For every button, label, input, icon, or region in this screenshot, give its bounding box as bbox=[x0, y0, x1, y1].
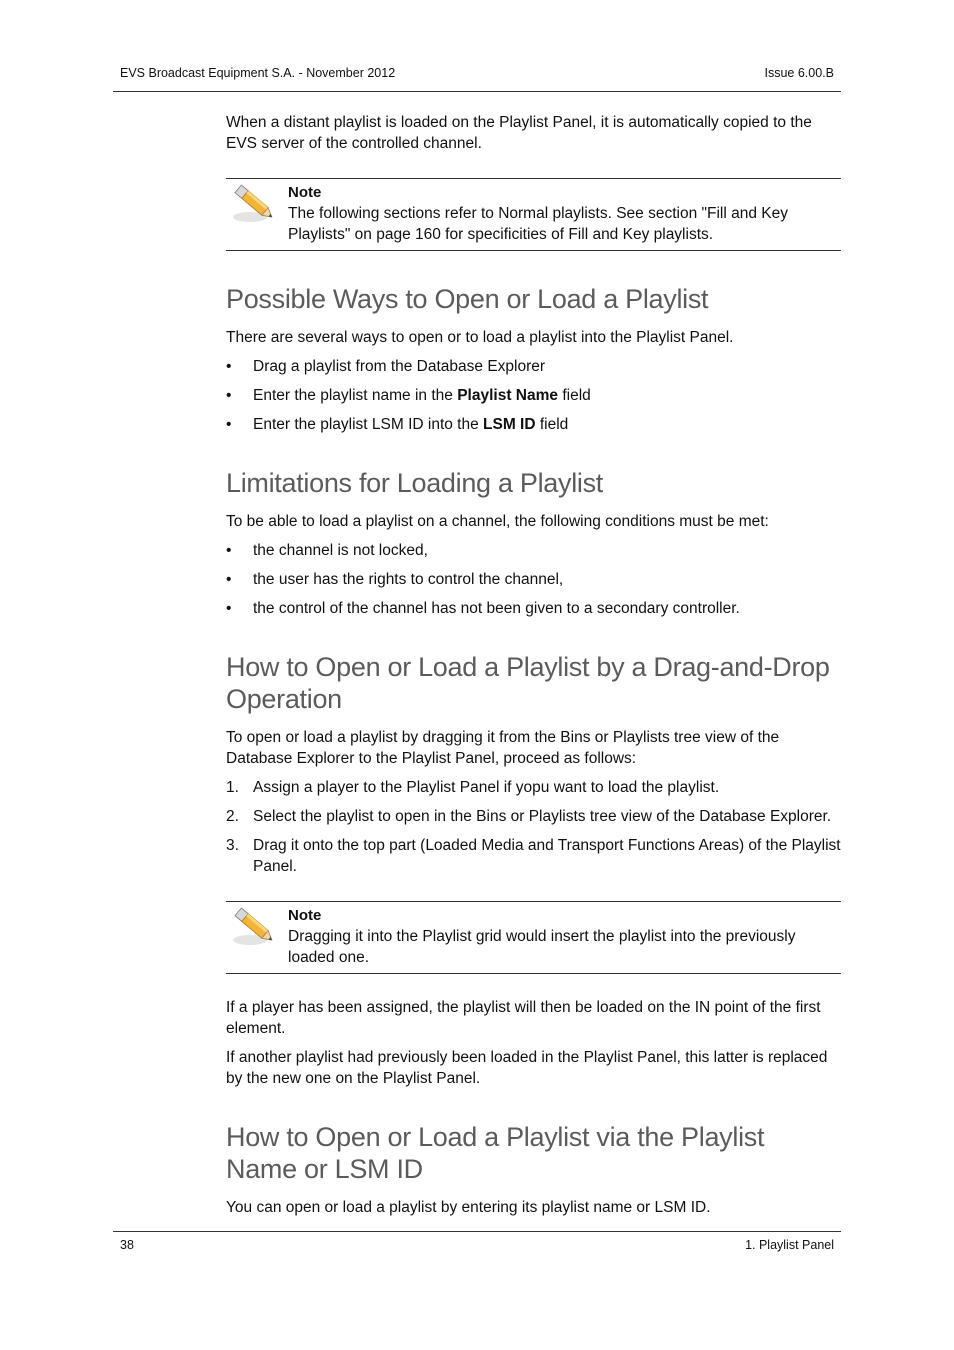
header-issue: Issue 6.00.B bbox=[764, 66, 834, 80]
page-number: 38 bbox=[120, 1238, 134, 1252]
footer-section: 1. Playlist Panel bbox=[745, 1238, 834, 1252]
step-number: 3. bbox=[226, 837, 239, 854]
section-intro-drag-drop: To open or load a playlist by dragging it from the Bins or Playlists tree view of the Database Explorer to the Playlist Panel, proceed as follows: bbox=[226, 729, 780, 767]
section-heading-name-lsm: How to Open or Load a Playlist via the Playlist Name or LSM ID bbox=[226, 1122, 765, 1184]
page-footer bbox=[113, 1231, 841, 1252]
header-publisher: EVS Broadcast Equipment S.A. - November 2012 bbox=[120, 66, 396, 80]
drag-drop-steps bbox=[226, 777, 841, 877]
section-heading-drag-drop: How to Open or Load a Playlist by a Drag-and-Drop Operation bbox=[226, 652, 830, 714]
paragraph-in-point: If a player has been assigned, the playlist will then be loaded on the IN point of the first element. bbox=[226, 999, 821, 1037]
list-item: • the channel is not locked, bbox=[226, 542, 428, 559]
note-box bbox=[226, 178, 841, 251]
page-header bbox=[113, 65, 841, 92]
bullet: • bbox=[226, 387, 232, 404]
note-text: Dragging it into the Playlist grid would insert the playlist into the previously loaded one. bbox=[288, 928, 796, 966]
note-box bbox=[226, 901, 841, 974]
intro-paragraph: When a distant playlist is loaded on the Playlist Panel, it is automatically copied to the EVS server of the controlled channel. bbox=[226, 114, 812, 152]
step-number: 1. bbox=[226, 779, 239, 796]
step-item: 2. Select the playlist to open in the Bins or Playlists tree view of the Database Explorer. bbox=[226, 808, 832, 825]
step-item: 3. Drag it onto the top part (Loaded Media and Transport Functions Areas) of the Playlist Panel. bbox=[226, 837, 841, 875]
paragraph-replace: If another playlist had previously been loaded in the Playlist Panel, this latter is replaced by the new one on the Playlist Panel. bbox=[226, 1049, 828, 1087]
bullet: • bbox=[226, 571, 232, 588]
note-text: The following sections refer to Normal playlists. See section "Fill and Key Playlists" on page 160 for specificities of Fill and Key playlists. bbox=[288, 205, 788, 243]
ways-list bbox=[226, 356, 841, 435]
ui-term-playlist-name: Playlist Name bbox=[457, 387, 559, 404]
pencil-icon bbox=[230, 904, 280, 948]
bullet: • bbox=[226, 542, 232, 559]
list-item: • Enter the playlist name in the Playlist Name field bbox=[226, 387, 591, 404]
note-title: Note bbox=[288, 907, 322, 924]
section-intro-name-lsm: You can open or load a playlist by entering its playlist name or LSM ID. bbox=[226, 1199, 711, 1216]
pencil-icon bbox=[230, 181, 280, 225]
note-title: Note bbox=[288, 184, 322, 201]
section-intro-limitations: To be able to load a playlist on a channel, the following conditions must be met: bbox=[226, 513, 769, 530]
list-item: • the user has the rights to control the channel, bbox=[226, 571, 564, 588]
page-content bbox=[226, 112, 841, 1218]
bullet: • bbox=[226, 600, 232, 617]
step-number: 2. bbox=[226, 808, 239, 825]
section-heading-ways: Possible Ways to Open or Load a Playlist bbox=[226, 284, 709, 314]
list-item: • Drag a playlist from the Database Explorer bbox=[226, 358, 546, 375]
ui-term-lsm-id: LSM ID bbox=[483, 416, 536, 433]
list-item: • the control of the channel has not been given to a secondary controller. bbox=[226, 600, 740, 617]
bullet: • bbox=[226, 416, 232, 433]
section-heading-limitations: Limitations for Loading a Playlist bbox=[226, 468, 604, 498]
section-intro-ways: There are several ways to open or to load a playlist into the Playlist Panel. bbox=[226, 329, 734, 346]
limitations-list bbox=[226, 540, 841, 619]
bullet: • bbox=[226, 358, 232, 375]
list-item: • Enter the playlist LSM ID into the LSM ID field bbox=[226, 416, 569, 433]
step-item: 1. Assign a player to the Playlist Panel if yopu want to load the playlist. bbox=[226, 779, 720, 796]
